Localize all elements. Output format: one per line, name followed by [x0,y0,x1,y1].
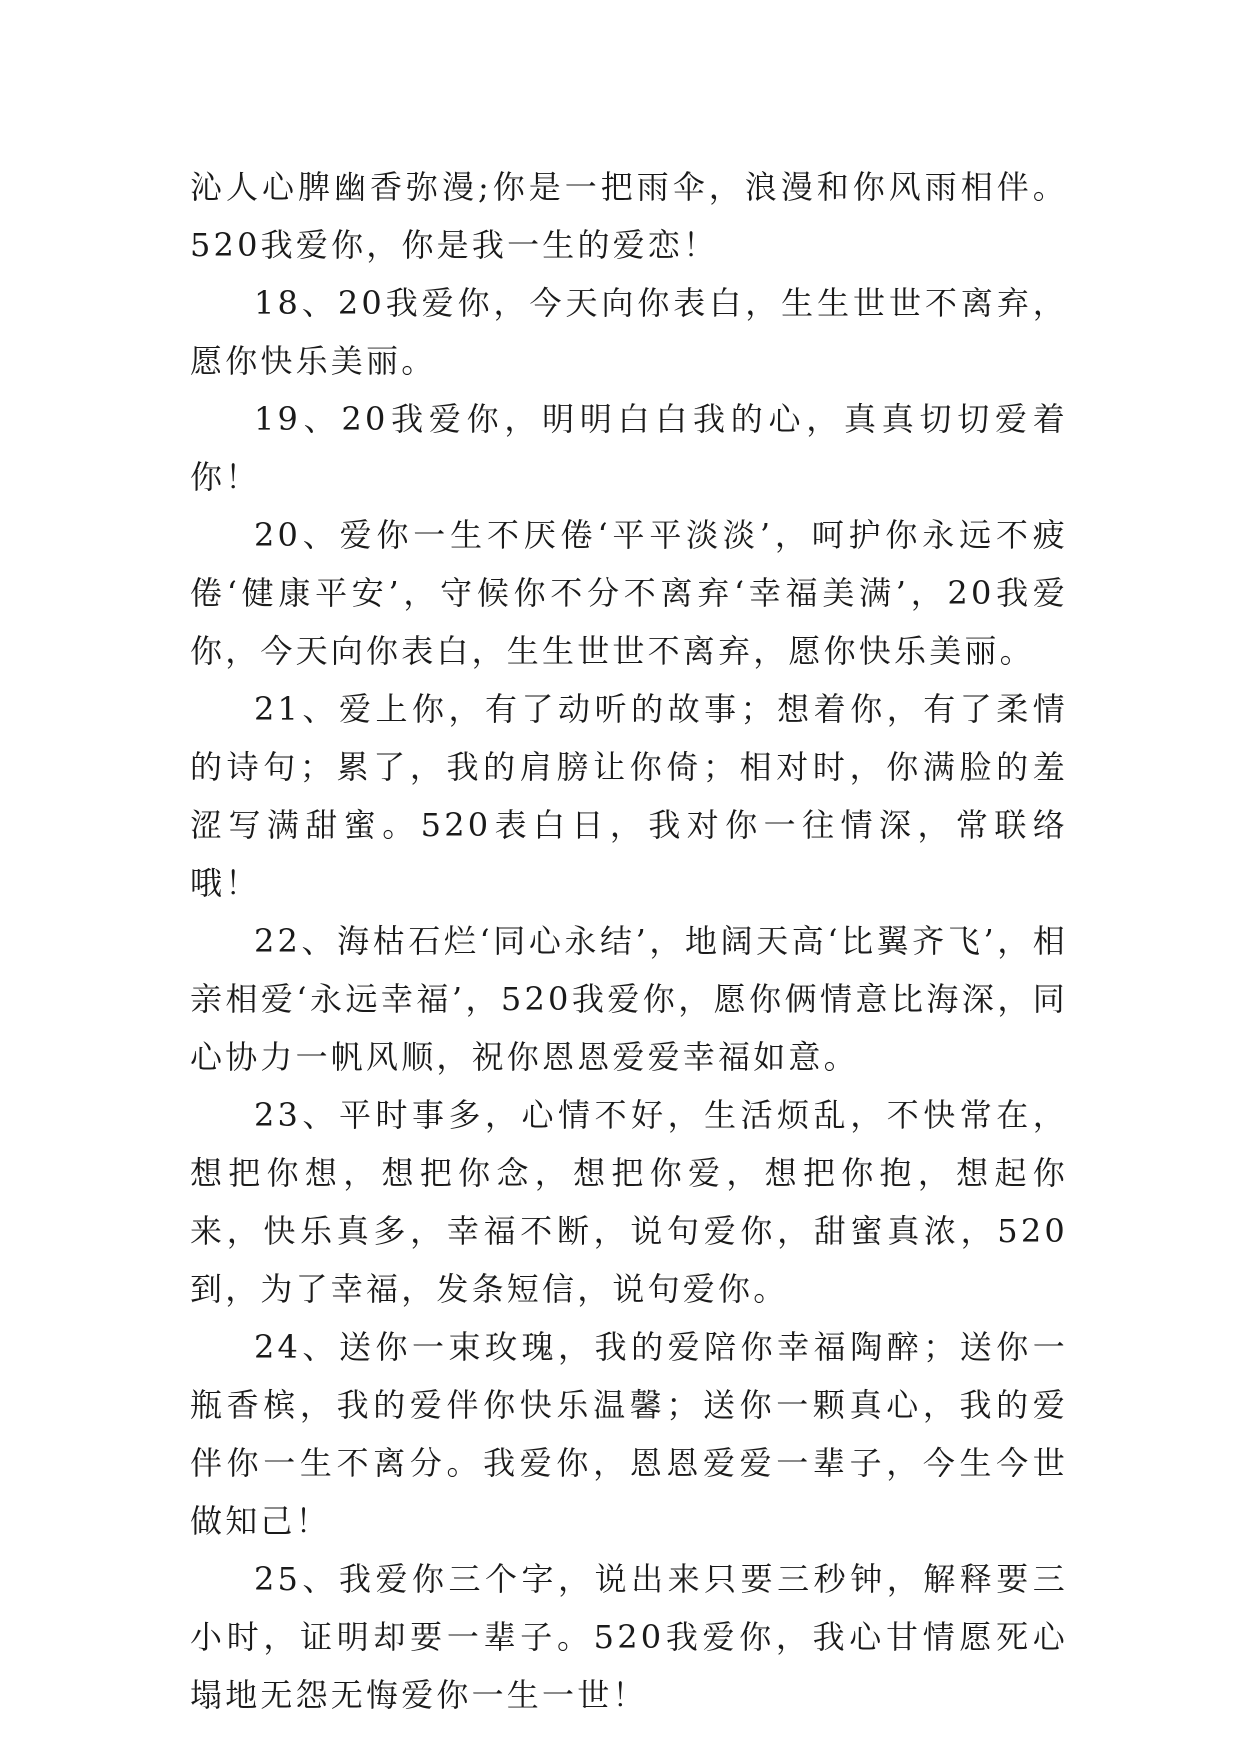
paragraph-item-18: 18、20我爱你，今天向你表白，生生世世不离弃，愿你快乐美丽。 [190,284,1068,380]
document-body [190,158,1068,1724]
paragraph-item-25: 25、我爱你三个字，说出来只要三秒钟，解释要三小时，证明却要一辈子。520我爱你，我心甘情愿死心塌地无怨无悔爱你一生一世！ [190,1560,1068,1714]
paragraph-item-22: 22、海枯石烂‘同心永结’，地阔天高‘比翼齐飞’，相亲相爱‘永远幸福’，520我爱你，愿你俩情意比海深，同心协力一帆风顺，祝你恩恩爱爱幸福如意。 [190,922,1068,1076]
paragraph-item-20: 20、爱你一生不厌倦‘平平淡淡’，呵护你永远不疲倦‘健康平安’，守候你不分不离弃‘幸福美满’，20我爱你，今天向你表白，生生世世不离弃，愿你快乐美丽。 [190,516,1068,670]
paragraph-continuation: 沁人心脾幽香弥漫;你是一把雨伞，浪漫和你风雨相伴。520我爱你，你是我一生的爱恋！ [190,168,1068,264]
paragraph-item-23: 23、平时事多，心情不好，生活烦乱，不快常在，想把你想，想把你念，想把你爱，想把你抱，想起你来，快乐真多，幸福不断，说句爱你，甜蜜真浓，520到，为了幸福，发条短信，说句爱你。 [190,1096,1068,1308]
paragraph-item-21: 21、爱上你，有了动听的故事；想着你，有了柔情的诗句；累了，我的肩膀让你倚；相对时，你满脸的羞涩写满甜蜜。520表白日，我对你一往情深，常联络哦！ [190,690,1068,902]
paragraph-item-24: 24、送你一束玫瑰，我的爱陪你幸福陶醉；送你一瓶香槟，我的爱伴你快乐温馨；送你一颗真心，我的爱伴你一生不离分。我爱你，恩恩爱爱一辈子，今生今世做知己！ [190,1328,1068,1540]
paragraph-item-19: 19、20我爱你，明明白白我的心，真真切切爱着你！ [190,400,1068,496]
